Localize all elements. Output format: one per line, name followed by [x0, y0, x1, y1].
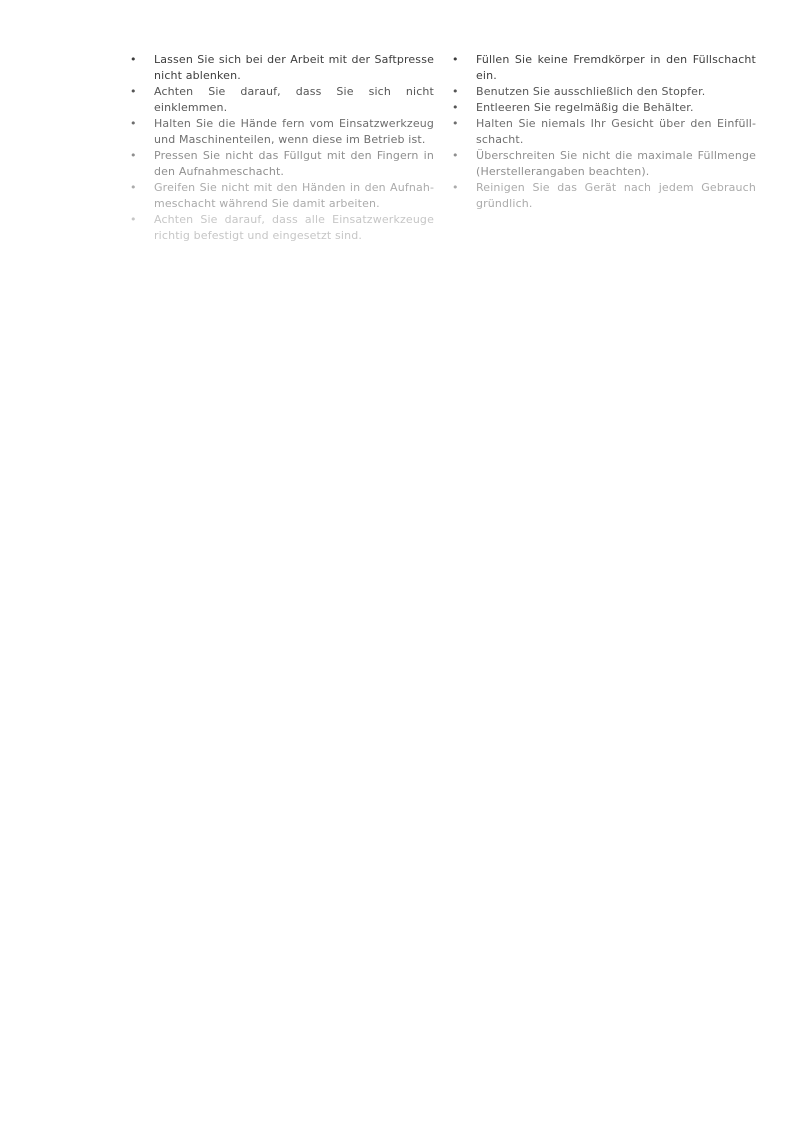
safety-list-right	[452, 52, 756, 212]
list-item-text: Achten Sie darauf, dass Sie sich nicht einklemmen.	[154, 85, 434, 114]
list-item	[130, 212, 434, 244]
list-item-text: Benutzen Sie ausschließlich den Stopfer.	[476, 85, 706, 98]
list-item	[130, 116, 434, 148]
list-item	[452, 84, 756, 100]
list-item	[452, 52, 756, 84]
list-item	[130, 180, 434, 212]
bullet-marker: •	[452, 101, 459, 114]
list-item-text: Halten Sie die Hände fern vom Einsatzwerkzeug und Maschinenteilen, wenn diese im Betrieb ist.	[154, 117, 434, 146]
list-item	[130, 148, 434, 180]
bullet-marker: •	[130, 53, 137, 66]
bullet-marker: •	[130, 149, 137, 162]
list-item-text: Entleeren Sie regelmäßig die Behälter.	[476, 101, 694, 114]
list-item	[452, 116, 756, 148]
bullet-marker: •	[130, 181, 137, 194]
safety-list-left	[130, 52, 434, 244]
bullet-marker: •	[452, 53, 459, 66]
list-item-text: Füllen Sie keine Fremdkörper in den Füllschacht ein.	[476, 53, 756, 82]
list-item-text: Pressen Sie nicht das Füllgut mit den Fingern in den Aufnahmeschacht.	[154, 149, 434, 178]
list-item	[452, 100, 756, 116]
list-item-text: Greifen Sie nicht mit den Händen in den Aufnahmeschacht während Sie damit arbeiten.	[154, 181, 434, 210]
list-item-text: Achten Sie darauf, dass alle Einsatzwerkzeuge richtig befestigt und eingesetzt sind.	[154, 213, 434, 242]
list-item-text: Überschreiten Sie nicht die maximale Füllmenge (Herstellerangaben beachten).	[476, 149, 756, 178]
list-item	[130, 52, 434, 84]
list-item	[452, 180, 756, 212]
list-item-text: Reinigen Sie das Gerät nach jedem Gebrauch gründlich.	[476, 181, 756, 210]
list-item-text: Halten Sie niemals Ihr Gesicht über den Einfüllschacht.	[476, 117, 756, 146]
bullet-marker: •	[452, 181, 459, 194]
list-item-text: Lassen Sie sich bei der Arbeit mit der Saftpresse nicht ablenken.	[154, 53, 434, 82]
list-item	[130, 84, 434, 116]
list-item	[452, 148, 756, 180]
bullet-marker: •	[452, 85, 459, 98]
bullet-marker: •	[130, 85, 137, 98]
bullet-marker: •	[452, 117, 459, 130]
bullet-marker: •	[452, 149, 459, 162]
bullet-marker: •	[130, 117, 137, 130]
bullet-marker: •	[130, 213, 137, 226]
